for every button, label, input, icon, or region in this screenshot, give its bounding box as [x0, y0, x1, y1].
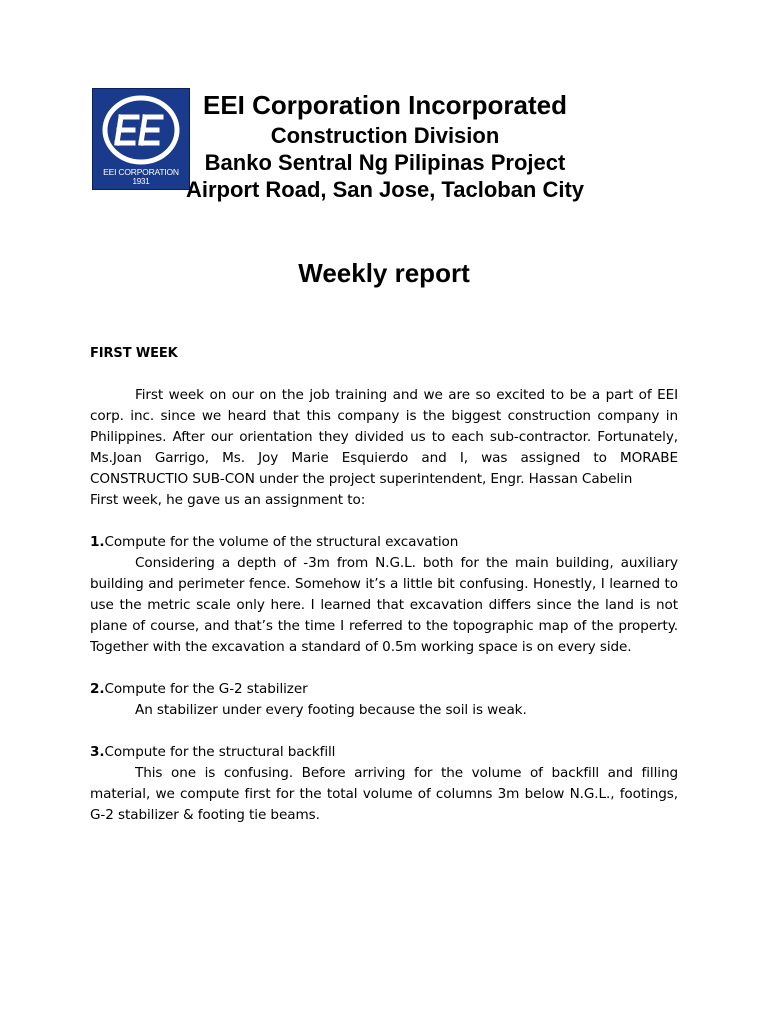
task-description: Considering a depth of -3m from N.G.L. both for the main building, auxiliary building and perimeter fence. Somehow it’s a little bit confusing. Honestly, I learned to use the metric scale only here. I learned that excavation differs since the land is not plane of course, and that’s the time I referred to the topographic map of the property. Together with the excavation a standard of 0.5m working space is on every side.	[90, 555, 678, 655]
task-title-text: Compute for the structural backfill	[104, 744, 336, 760]
task-title	[90, 532, 678, 553]
task-title	[90, 742, 678, 763]
task-title	[90, 679, 678, 700]
assignment-line: First week, he gave us an assignment to:	[90, 492, 366, 508]
company-name: EEI Corporation Incorporated	[202, 90, 568, 120]
project-address: Airport Road, San Jose, Tacloban City	[185, 177, 585, 202]
report-title: Weekly report	[298, 258, 470, 288]
letterhead	[160, 88, 610, 203]
task-description: This one is confusing. Before arriving for the volume of backfill and filling material, we compute first for the total volume of columns 3m below N.G.L., footings, G-2 stabilizer & footing tie beams.	[90, 765, 678, 823]
task-number: 2.	[90, 681, 105, 697]
division-name: Construction Division	[270, 123, 500, 148]
task-number: 1.	[90, 534, 105, 550]
task-title-text: Compute for the G-2 stabilizer	[104, 681, 308, 697]
logo-year: 1931	[132, 177, 150, 186]
project-name: Banko Sentral Ng Pilipinas Project	[204, 150, 566, 175]
intro-paragraph: First week on our on the job training and we are so excited to be a part of EEI corp. inc. since we heard that this company is the biggest construction company in Philippines. After our orientation they divided us to each sub-contractor. Fortunately, Ms.Joan Garrigo, Ms. Joy Marie Esquierdo and I, was assigned to MORABE CONSTRUCTIO SUB-CON under the project superintendent, Engr. Hassan Cabelin	[90, 387, 678, 487]
task-number: 3.	[90, 744, 105, 760]
logo-company-name: EEI CORPORATION	[103, 167, 179, 177]
task-description: An stabilizer under every footing because the soil is weak.	[135, 702, 527, 718]
task-title-text: Compute for the volume of the structural excavation	[104, 534, 459, 550]
report-body	[90, 343, 678, 826]
week-heading: FIRST WEEK	[90, 346, 178, 361]
